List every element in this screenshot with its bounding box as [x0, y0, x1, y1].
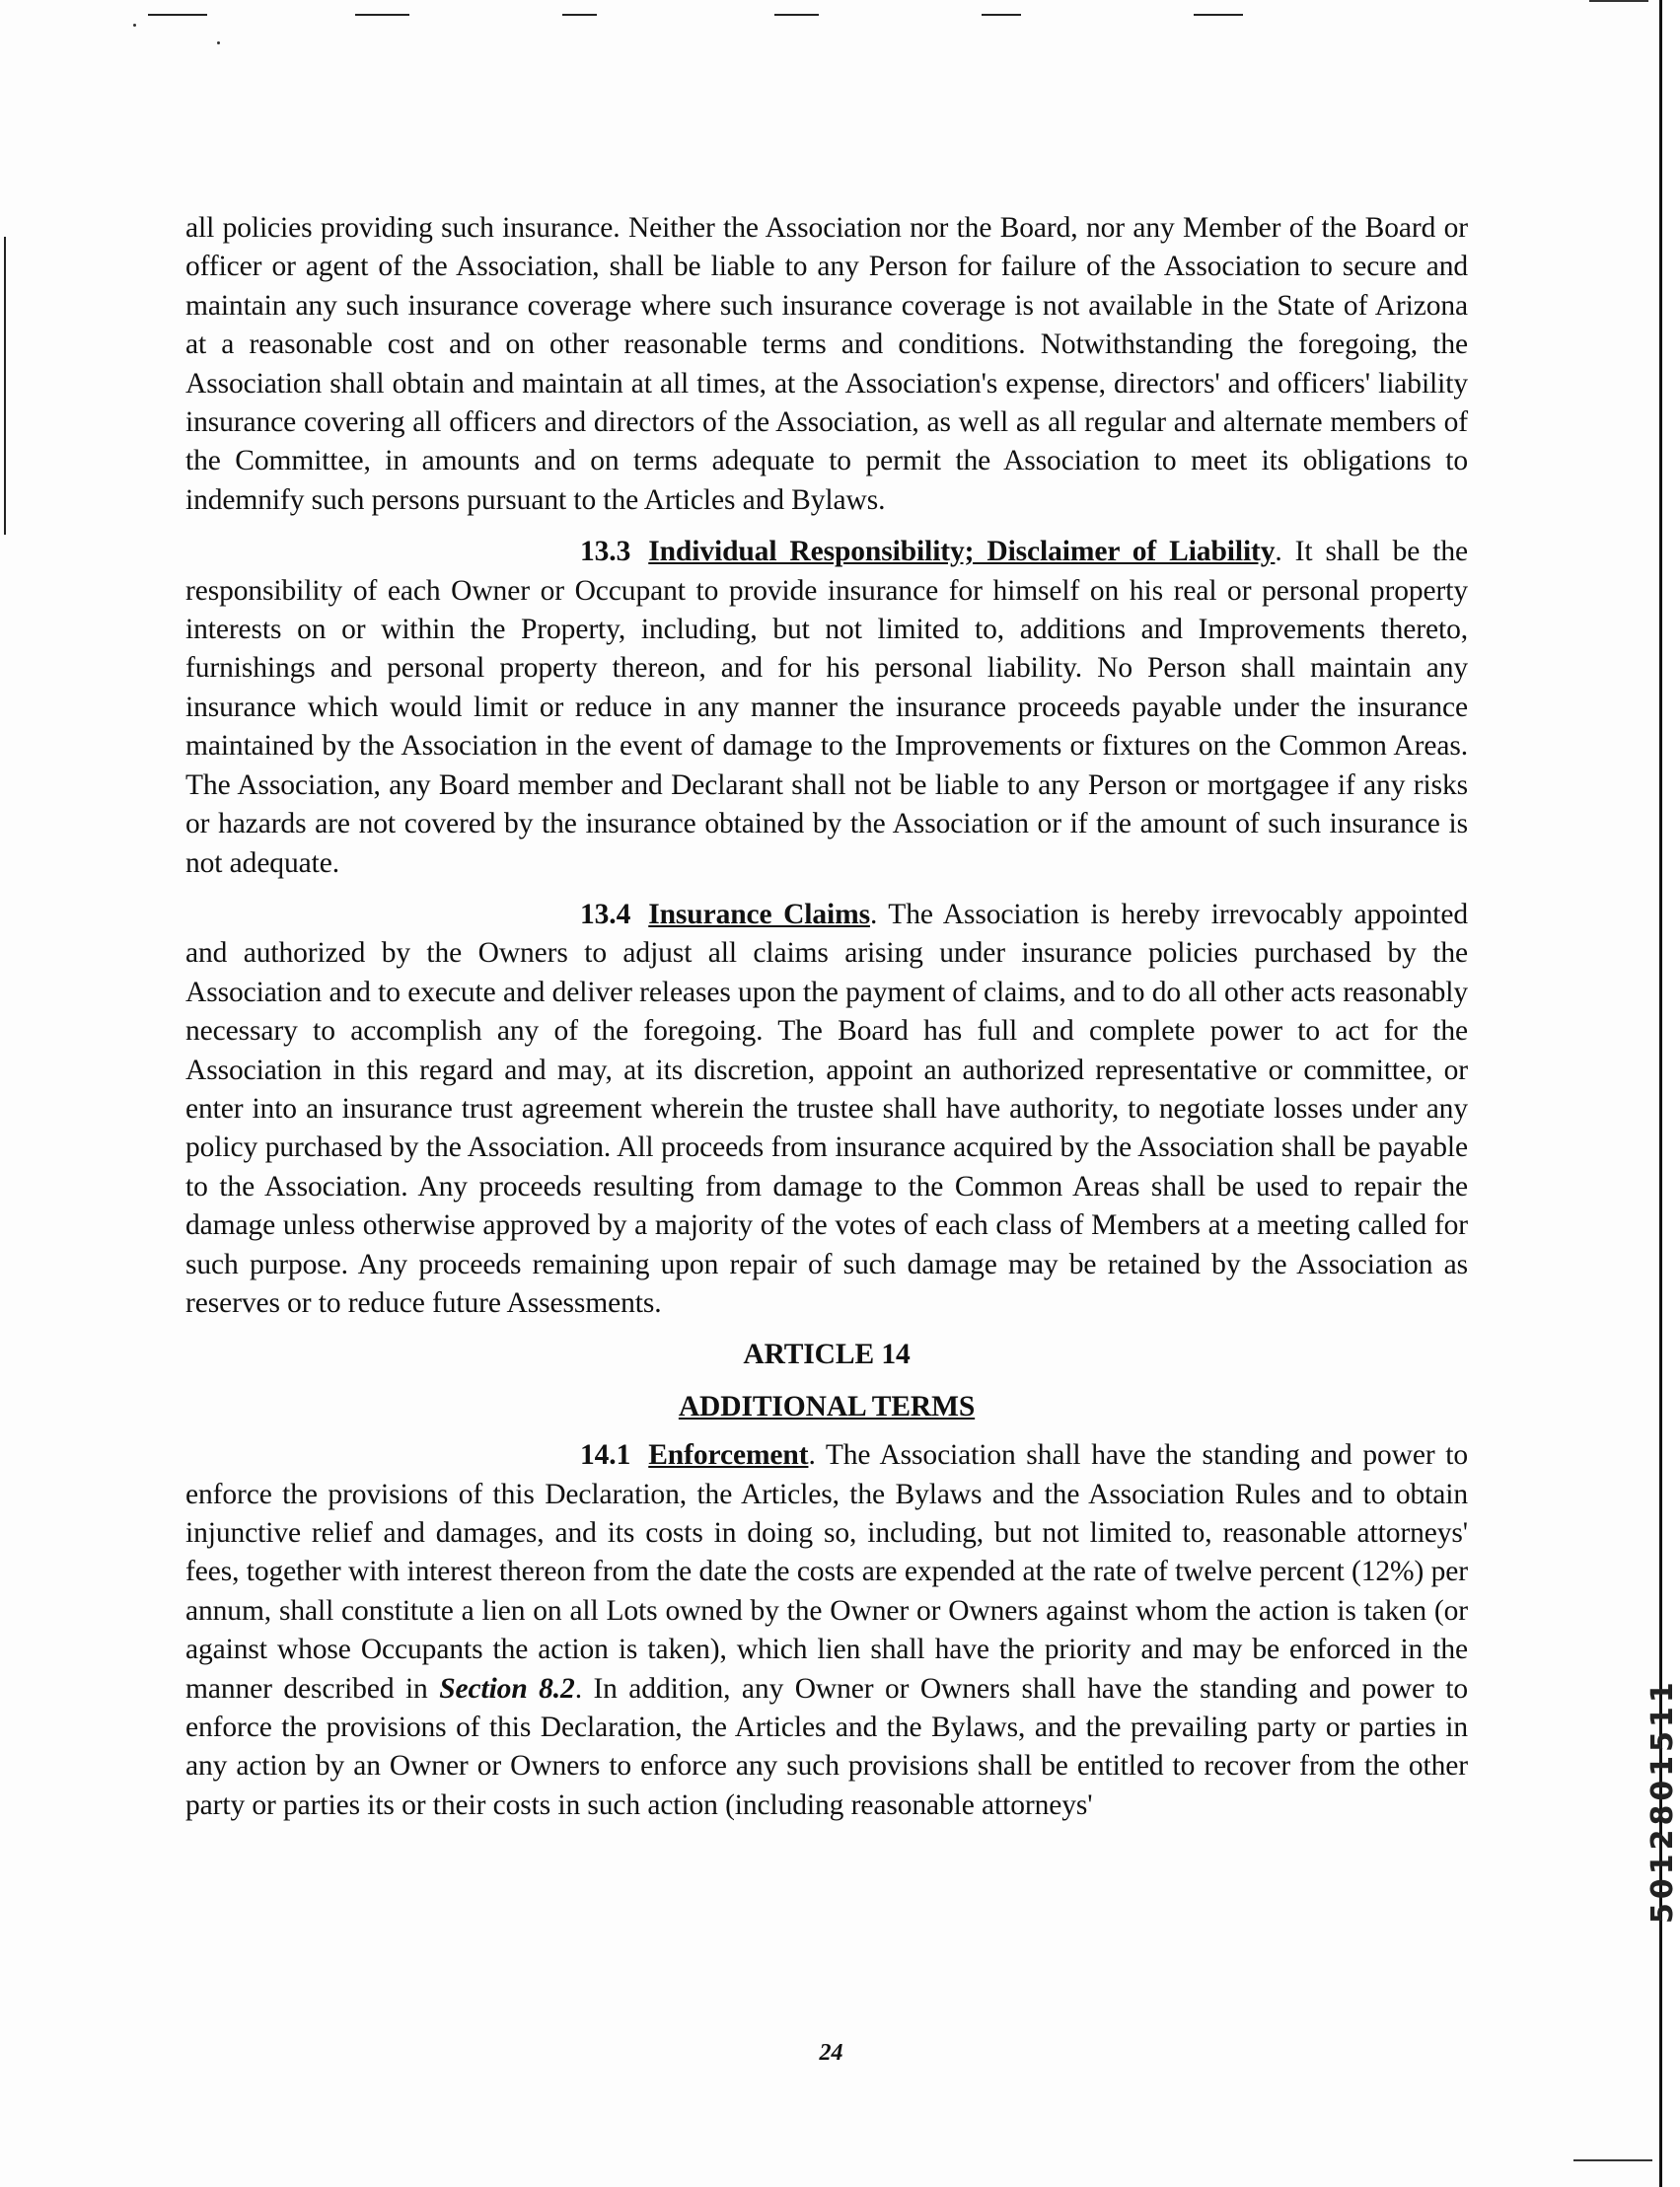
document-body [185, 209, 1468, 1838]
scan-artifact [562, 14, 597, 16]
margin-recording-stamp [1608, 1568, 1680, 1943]
section-body: . In addition, any Owner or Owners shall have the standing and power to enforce the provisions of this Declaration, the Articles and the Bylaws, and the prevailing party or parties in any action by an Owner or Owners to enforce any such provisions shall be entitled to recover from the other party or parties its or their costs in such action (including reasonable attorneys' [185, 1672, 1468, 1821]
scan-artifact [982, 14, 1021, 16]
article-number: ARTICLE 14 [743, 1339, 911, 1371]
section-number: 13.3 [580, 536, 631, 568]
section-13-4 [185, 896, 1468, 1323]
section-body: . The Association shall have the standing and power to enforce the provisions of this Declaration, the Articles, the Bylaws and the Association Rules and to obtain injunctive relief and damages, and its costs in doing so, including, but not limited to, reasonable attorneys' fees, together with interest thereon from the date the costs are expended at the rate of twelve percent (12%) per annum, shall constitute a lien on all Lots owned by the Owner or Owners against whom the action is taken (or against whose Occupants the action is taken), which lien shall have the priority and may be enforced in the manner described in [185, 1439, 1468, 1705]
section-title: Enforcement [648, 1439, 809, 1472]
scan-artifact [148, 14, 207, 16]
scan-artifact [1194, 14, 1243, 16]
page-number: 24 [819, 2040, 843, 2066]
scan-artifact [1573, 2159, 1652, 2161]
article-title: ADDITIONAL TERMS [678, 1390, 976, 1422]
section-title: Insurance Claims [648, 898, 870, 930]
section-body: . It shall be the responsibility of each Owner or Occupant to provide insurance for himself on his real or personal property interests on or within the Property, including, but not limited to, additions and Improvements thereto, furnishings and personal property thereon, and for his personal liability. No Person shall maintain any insurance which would limit or reduce in any manner the insurance proceeds payable under the insurance maintained by the Association in the event of damage to the Improvements or fixtures on the Common Areas. The Association, any Board member and Declarant shall not be liable to any Person or mortgagee if any risks or hazards are not covered by the insurance obtained by the Association or if the amount of such insurance is not adequate. [185, 536, 1468, 879]
stamp-text: 5012801511 [1645, 1678, 1680, 1924]
scan-artifact [355, 14, 409, 16]
scan-artifact [1589, 0, 1648, 2]
scan-artifact [4, 237, 6, 535]
section-number: 13.4 [580, 898, 631, 930]
section-title: Individual Responsibility; Disclaimer of Liability [648, 536, 1276, 568]
paragraph-text: all policies providing such insurance. Neither the Association nor the Board, nor any Member of the Board or officer or agent of the Association, shall be liable to any Person for failure of the Association to secure and maintain any such insurance coverage where such insurance coverage is not available in the State of Arizona at a reasonable cost and on other reasonable terms and conditions. Notwithstanding the foregoing, the Association shall obtain and maintain at all times, at the Association's expense, directors' and officers' liability insurance covering all officers and directors of the Association, as well as all regular and alternate members of the Committee, in amounts and on terms adequate to permit the Association to meet its obligations to indemnify such persons pursuant to the Articles and Bylaws. [185, 212, 1468, 516]
scan-artifact [217, 41, 220, 44]
paragraph-insurance-policies [185, 209, 1468, 520]
section-body: . The Association is hereby irrevocably appointed and authorized by the Owners to adjust all claims arising under insurance policies purchased by the Association and to execute and deliver releases upon the payment of claims, and to do all other acts reasonably necessary to accomplish any of the foregoing. The Board has full and complete power to act for the Association in this regard and may, at its discretion, appoint an authorized representative or committee, or enter into an insurance trust agreement wherein the trustee shall have authority, to negotiate losses under any policy purchased by the Association. All proceeds from insurance acquired by the Association shall be payable to the Association. Any proceeds resulting from damage to the Common Areas shall be used to repair the damage unless otherwise approved by a majority of the votes of each class of Members at a meeting called for such purpose. Any proceeds remaining upon repair of such damage may be retained by the Association as reserves or to reduce future Assessments. [185, 898, 1468, 1319]
scan-artifact [774, 14, 819, 16]
section-14-1 [185, 1436, 1468, 1825]
section-number: 14.1 [580, 1439, 631, 1472]
section-reference: Section 8.2 [439, 1672, 575, 1705]
scan-artifact [133, 24, 136, 27]
section-13-3 [185, 533, 1468, 883]
